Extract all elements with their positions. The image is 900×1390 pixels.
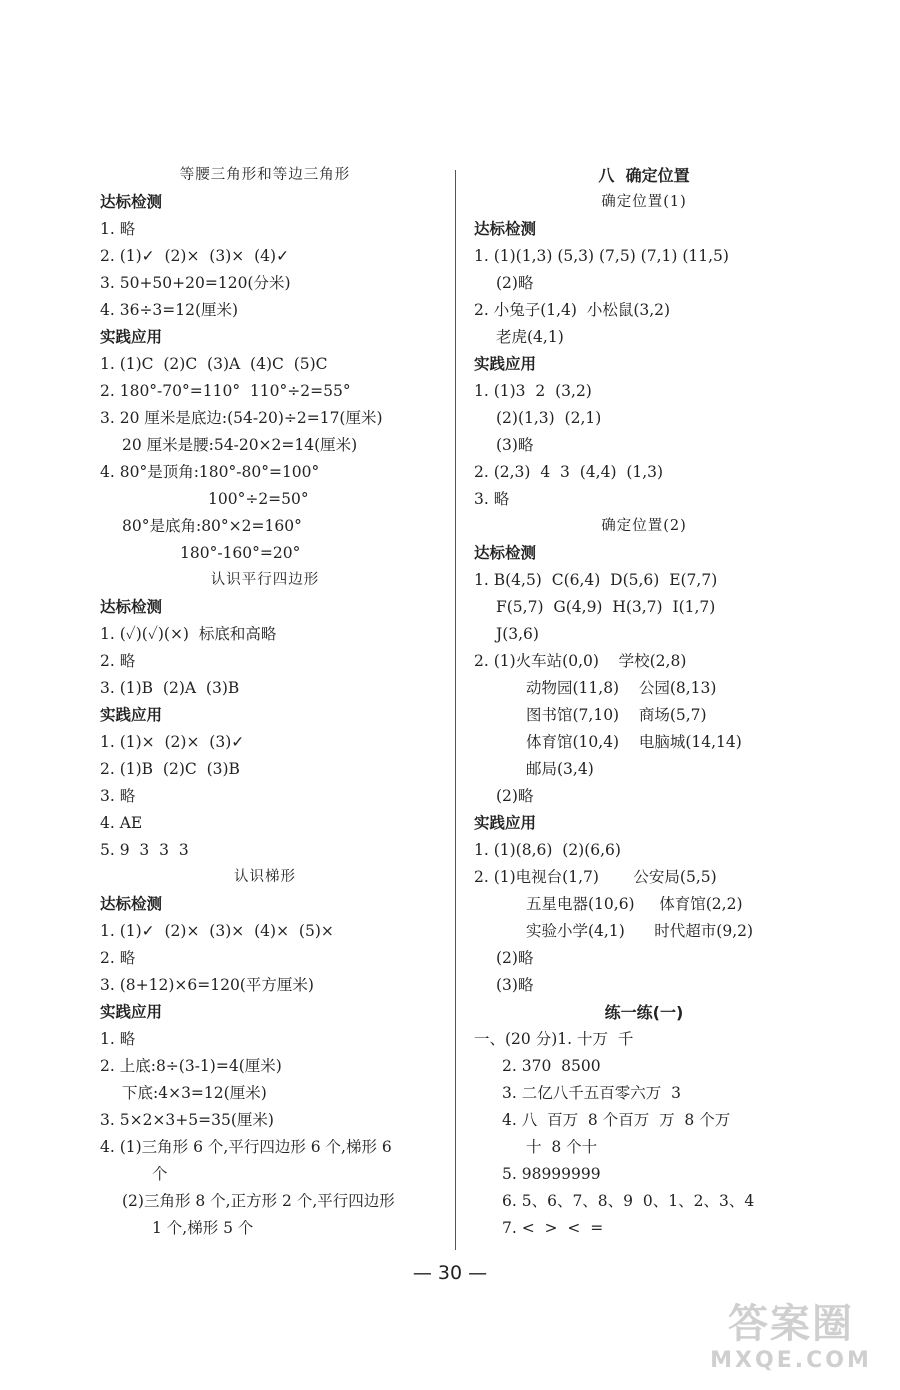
answer-line: 2. (1)火车站(0,0) 学校(2,8)	[474, 652, 687, 670]
watermark-main: 答案圈	[728, 1301, 854, 1347]
answer-line: 4. AE	[100, 814, 143, 832]
answer-line: 4. 八 百万 8 个百万 万 8 个万	[502, 1111, 731, 1129]
section-title: 等腰三角形和等边三角形	[179, 167, 351, 183]
answer-line: 3. 略	[100, 787, 136, 805]
answer-line: J(3,6)	[496, 625, 539, 643]
left-column	[100, 162, 430, 1242]
answer-line: 十 8 个十	[526, 1138, 598, 1156]
answer-line: (2)三角形 8 个,正方形 2 个,平行四边形	[122, 1192, 395, 1210]
answer-line: 100°÷2=50°	[208, 490, 309, 508]
answer-line: 4. 36÷3=12(厘米)	[100, 301, 239, 319]
page-number: — 30 —	[412, 1262, 488, 1284]
answer-line: 4. 80°是顶角:180°-80°=100°	[100, 463, 320, 481]
answer-line: 5. 98999999	[502, 1165, 601, 1183]
answer-line: 下底:4×3=12(厘米)	[122, 1084, 267, 1102]
answer-line: 实验小学(4,1) 时代超市(9,2)	[526, 922, 754, 940]
answer-line: 动物园(11,8) 公园(8,13)	[526, 679, 717, 697]
answer-line: 1. (1)C (2)C (3)A (4)C (5)C	[100, 355, 328, 373]
answer-line: 2. (2,3) 4 3 (4,4) (1,3)	[474, 463, 664, 481]
answer-line: 2. 小兔子(1,4) 小松鼠(3,2)	[474, 301, 671, 319]
answer-line: (3)略	[496, 436, 534, 454]
answer-line: 3. (8+12)×6=120(平方厘米)	[100, 976, 314, 994]
answer-line: 1. (1)(1,3) (5,3) (7,5) (7,1) (11,5)	[474, 247, 729, 265]
answer-line: (2)略	[496, 787, 534, 805]
subsection-heading: 达标检测	[474, 220, 537, 238]
subsection-heading: 达标检测	[474, 544, 537, 562]
watermark-site: MXQE.COM	[710, 1348, 872, 1373]
answer-line: 3. (1)B (2)A (3)B	[100, 679, 240, 697]
answer-line: 7. < > < =	[502, 1219, 604, 1237]
subsection-heading: 实践应用	[474, 814, 537, 832]
subsection-heading: 实践应用	[100, 706, 163, 724]
answer-line: 2. 略	[100, 949, 136, 967]
right-column	[474, 162, 814, 1242]
answer-line: 一、(20 分)1. 十万 千	[474, 1030, 634, 1048]
watermark-logo	[696, 1300, 886, 1378]
answer-line: 4. (1)三角形 6 个,平行四边形 6 个,梯形 6	[100, 1138, 392, 1156]
answer-line: 五星电器(10,6) 体育馆(2,2)	[526, 895, 743, 913]
answer-line: 180°-160°=20°	[180, 544, 301, 562]
answer-line: 2. 180°-70°=110° 110°÷2=55°	[100, 382, 351, 400]
answer-line: 2. (1)✓ (2)× (3)× (4)✓	[100, 247, 290, 265]
answer-line: 1. (1)(8,6) (2)(6,6)	[474, 841, 621, 859]
answer-line: 老虎(4,1)	[496, 328, 564, 346]
answer-line: 2. 370 8500	[502, 1057, 601, 1075]
answer-line: (2)略	[496, 949, 534, 967]
answer-line: (2)略	[496, 274, 534, 292]
answer-line: (3)略	[496, 976, 534, 994]
subsection-heading: 实践应用	[100, 1003, 163, 1021]
answer-line: 2. 上底:8÷(3-1)=4(厘米)	[100, 1057, 282, 1075]
section-title: 认识梯形	[234, 869, 296, 885]
answer-line: 1. (1)✓ (2)× (3)× (4)× (5)×	[100, 922, 334, 940]
answer-line: 3. 50+50+20=120(分米)	[100, 274, 291, 292]
answer-line: 1. (✓)(✓)(×) 标底和高略	[100, 625, 277, 643]
subsection-heading: 达标检测	[100, 193, 163, 211]
answer-line: 2. (1)电视台(1,7) 公安局(5,5)	[474, 868, 717, 886]
answer-line: 80°是底角:80°×2=160°	[122, 517, 302, 535]
answer-line: 图书馆(7,10) 商场(5,7)	[526, 706, 707, 724]
answer-line: 3. 5×2×3+5=35(厘米)	[100, 1111, 274, 1129]
section-title: 认识平行四边形	[210, 572, 320, 588]
answer-line: 3. 二亿八千五百零六万 3	[502, 1084, 681, 1102]
answer-line: 1. 略	[100, 220, 136, 238]
answer-line: 3. 略	[474, 490, 510, 508]
answer-line: 1. (1)× (2)× (3)✓	[100, 733, 245, 751]
answer-line: 3. 20 厘米是底边:(54-20)÷2=17(厘米)	[100, 409, 383, 427]
chapter-title: 八 确定位置	[598, 166, 690, 185]
answer-line: 1. B(4,5) C(6,4) D(5,6) E(7,7)	[474, 571, 718, 589]
answer-line: 6. 5、6、7、8、9 0、1、2、3、4	[502, 1192, 755, 1210]
subsection-heading: 达标检测	[100, 895, 163, 913]
answer-line: 5. 9 3 3 3	[100, 841, 189, 859]
answer-line: 1. 略	[100, 1030, 136, 1048]
subsection-heading: 达标检测	[100, 598, 163, 616]
answer-line: 1 个,梯形 5 个	[152, 1219, 254, 1237]
subsection-heading: 实践应用	[474, 355, 537, 373]
answer-line: (2)(1,3) (2,1)	[496, 409, 602, 427]
answer-line: 2. 略	[100, 652, 136, 670]
answer-line: 1. (1)3 2 (3,2)	[474, 382, 592, 400]
section-title: 确定位置(2)	[601, 518, 687, 534]
answer-line: 2. (1)B (2)C (3)B	[100, 760, 240, 778]
section-title: 确定位置(1)	[601, 194, 687, 210]
answer-line: F(5,7) G(4,9) H(3,7) I(1,7)	[496, 598, 716, 616]
answer-line: 体育馆(10,4) 电脑城(14,14)	[526, 733, 742, 751]
column-divider	[455, 170, 456, 1250]
answer-line: 个	[152, 1165, 168, 1183]
answer-line: 邮局(3,4)	[526, 760, 594, 778]
answer-line: 20 厘米是腰:54-20×2=14(厘米)	[122, 436, 358, 454]
subsection-heading: 实践应用	[100, 328, 163, 346]
chapter-title: 练一练(一)	[604, 1003, 684, 1022]
